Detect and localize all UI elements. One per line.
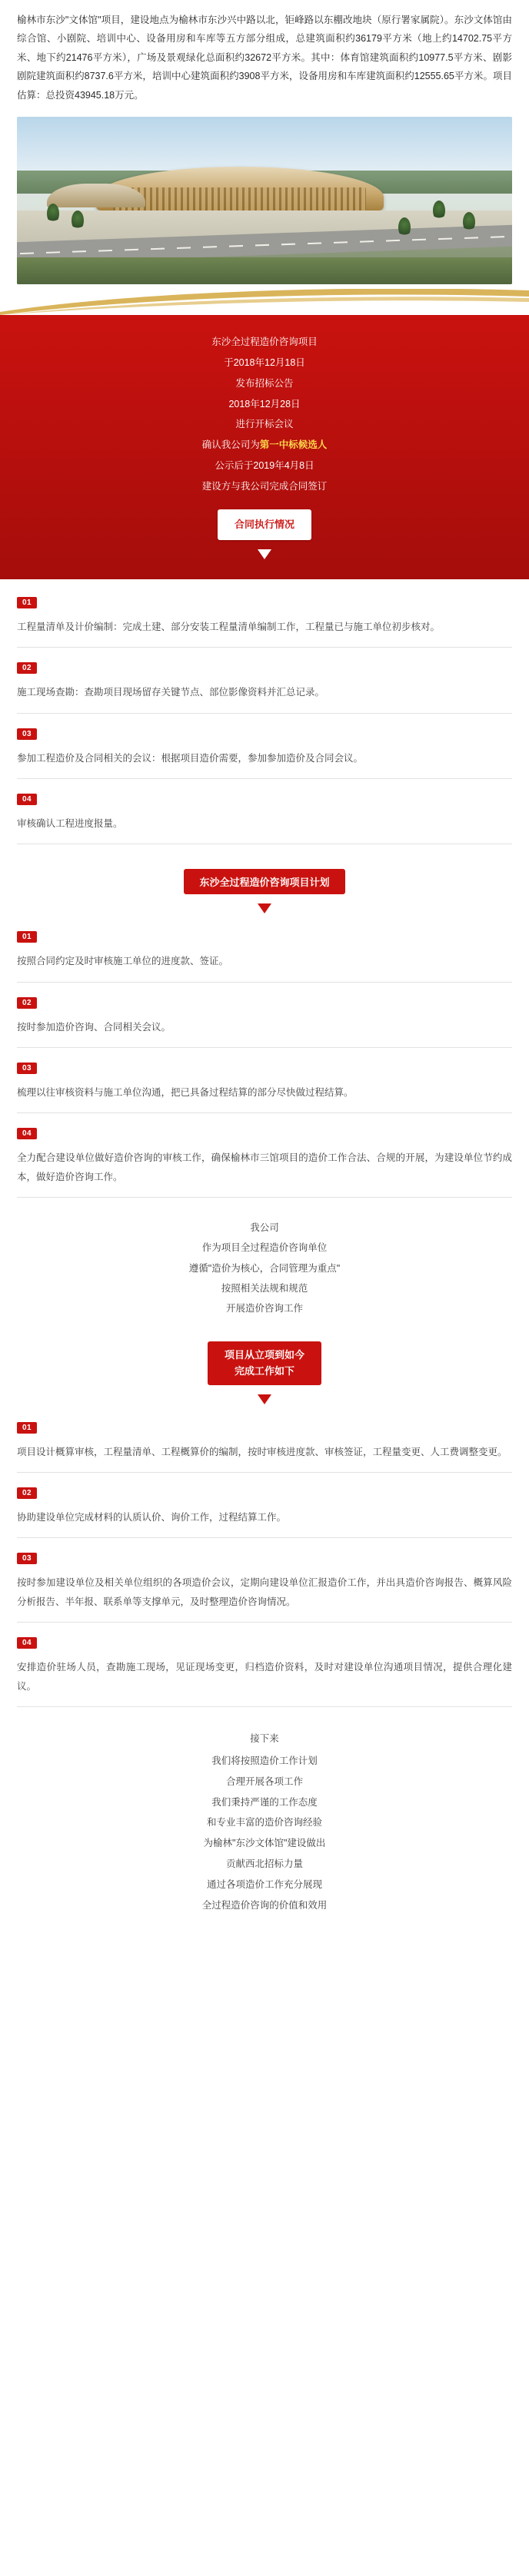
tree-icon [72, 211, 84, 230]
item-text: 梳理以往审核资料与施工单位沟通，把已具备过程结算的部分尽快做过程结算。 [17, 1087, 354, 1099]
company-line-3: 按照相关法规和规范 [221, 1282, 308, 1294]
tree-icon [433, 201, 445, 220]
item-text: 参加工程造价及合同相关的会议：根据项目造价需要，参加参加造价及合同会议。 [17, 752, 364, 764]
arrow-down-icon [258, 549, 271, 559]
list-item [17, 1048, 512, 1113]
item-number: 02 [17, 1487, 37, 1499]
list-item [17, 1407, 512, 1473]
item-number: 01 [17, 597, 37, 608]
list-item [17, 1538, 512, 1623]
item-number: 04 [17, 1637, 37, 1649]
item-text: 按照合同约定及时审核施工单位的进度款、签证。 [17, 956, 229, 967]
item-text: 协助建设单位完成材料的认质认价、询价工作，过程结算工作。 [17, 1512, 287, 1523]
item-text: 项目设计概算审核，工程量清单、工程概算价的编制，按时审核进度款、审核签证，工程量变更、人工费调整变更。 [17, 1446, 507, 1457]
item-text: 审核确认工程进度报量。 [17, 817, 123, 829]
intro-paragraph: 榆林市东沙"文体馆"项目，建设地点为榆林市东沙兴中路以北，钜峰路以东棚改地块（原行署家属院）。东沙文体馆由综合馆、小剧院、培训中心、设备用房和车库等五方部分组成，总建筑面积约36179平方米（地上约14702.75平方米、地下约21476平方米），广场及景观绿化总面积约32672平方米。其中：体育馆建筑面积约10977.5平方米、剧影剧院建筑面积约8737.6平方米，培训中心建筑面积约3908平方米，设备用房和车库建筑面积约12555.65平方米。项目估算：总投资43945.18万元。 [17, 15, 512, 101]
item-text: 工程量清单及计价编制：完成土建、部分安装工程量清单编制工作，工程量已与施工单位初步核对。 [17, 621, 441, 632]
bid-line-1: 于2018年12月18日 [224, 356, 305, 368]
achievements-banner-wrapper [0, 1321, 529, 1404]
company-statement-block [0, 1202, 529, 1321]
item-number: 01 [17, 931, 37, 943]
list-item [17, 1623, 512, 1707]
item-text: 按时参加造价咨询、合同相关会议。 [17, 1021, 171, 1033]
arrow-down-icon [258, 1394, 271, 1404]
bid-line-0: 东沙全过程造价咨询项目 [211, 336, 318, 347]
item-text: 安排造价驻场人员，查勘施工现场，见证现场变更，归档造价资料，及时对建设单位沟通项目情况，提供合理化建议。 [17, 1662, 512, 1692]
bid-winner-line [15, 435, 514, 456]
gold-swoosh-divider [0, 289, 529, 315]
closing-line-2: 我们秉持严谨的工作态度 [211, 1796, 318, 1808]
achievements-banner [208, 1341, 321, 1384]
item-text: 全力配合建设单位做好造价咨询的审核工作，确保榆林市三馆项目的造价工作合法、合规的开展，为建设单位节约成本，做好造价咨询工作。 [17, 1152, 512, 1182]
company-line-0: 我公司 [250, 1222, 279, 1234]
bid-winner-prefix: 确认我公司为 [201, 439, 260, 451]
closing-line-7: 全过程造价咨询的价值和效用 [201, 1899, 328, 1911]
item-number: 03 [17, 1063, 37, 1074]
item-text: 按时参加建设单位及相关单位组织的各项造价会议，定期向建设单位汇报造价工作，并出具造价咨询报告、概算风险分析报告、半年报、联系单等支撑单元，及时整理造价咨询情况。 [17, 1577, 512, 1607]
contract-items-list [0, 579, 529, 850]
closing-line-0: 我们将按照造价工作计划 [211, 1755, 318, 1766]
contract-status-pill: 合同执行情况 [218, 509, 311, 540]
lawn-strip [17, 257, 512, 284]
bid-line-4: 进行开标会议 [235, 419, 294, 430]
achievements-items-list [0, 1404, 529, 1712]
contract-status-pill-wrapper [15, 497, 514, 540]
bid-winner-highlight: 第一中标候选人 [259, 439, 328, 451]
bid-line-5: 公示后于2019年4月8日 [215, 460, 314, 472]
closing-line-5: 贡献西北招标力量 [225, 1858, 303, 1870]
item-number: 04 [17, 1128, 37, 1139]
list-item [17, 983, 512, 1048]
item-number: 01 [17, 1422, 37, 1434]
company-line-2: 遵循"造价为核心，合同管理为重点" [188, 1262, 341, 1274]
closing-block [0, 1712, 529, 1947]
closing-head: 接下来 [250, 1732, 279, 1744]
list-item [17, 582, 512, 648]
project-rendering-image [17, 117, 512, 284]
list-item [17, 714, 512, 779]
bid-line-6: 建设方与我公司完成合同签订 [201, 481, 328, 492]
plan-items-list [0, 913, 529, 1202]
bid-line-2: 发布招标公告 [235, 377, 294, 389]
bid-info-red-block [0, 315, 529, 579]
achievements-banner-line2: 完成工作如下 [234, 1364, 294, 1377]
closing-line-6: 通过各项造价工作充分展现 [206, 1879, 322, 1891]
tree-icon [398, 217, 411, 237]
closing-line-1: 合理开展各项工作 [225, 1775, 303, 1787]
company-line-1: 作为项目全过程造价咨询单位 [201, 1242, 328, 1254]
list-item [17, 779, 512, 844]
tree-icon [463, 212, 475, 232]
plan-banner: 东沙全过程造价咨询项目计划 [184, 869, 344, 894]
list-item [17, 1473, 512, 1538]
item-number: 04 [17, 794, 37, 805]
list-item [17, 648, 512, 713]
achievements-banner-line1: 项目从立项到如今 [224, 1349, 304, 1361]
bid-line-3: 2018年12月28日 [228, 398, 301, 409]
item-number: 02 [17, 997, 37, 1009]
hero-image-wrapper [0, 109, 529, 284]
list-item [17, 1113, 512, 1198]
closing-line-3: 和专业丰富的造价咨询经验 [206, 1817, 322, 1828]
company-line-4: 开展造价咨询工作 [225, 1303, 303, 1315]
item-number: 03 [17, 1553, 37, 1564]
tree-icon [47, 204, 59, 224]
item-number: 02 [17, 662, 37, 674]
list-item [17, 917, 512, 982]
arrow-down-icon [258, 903, 271, 913]
closing-line-4: 为榆林"东沙文体馆"建设做出 [203, 1838, 326, 1849]
plan-banner-wrapper [0, 849, 529, 913]
item-text: 施工现场查勘：查勘项目现场留存关键节点、部位影像资料并汇总记录。 [17, 687, 325, 698]
item-number: 03 [17, 728, 37, 740]
secondary-roof [47, 184, 146, 207]
